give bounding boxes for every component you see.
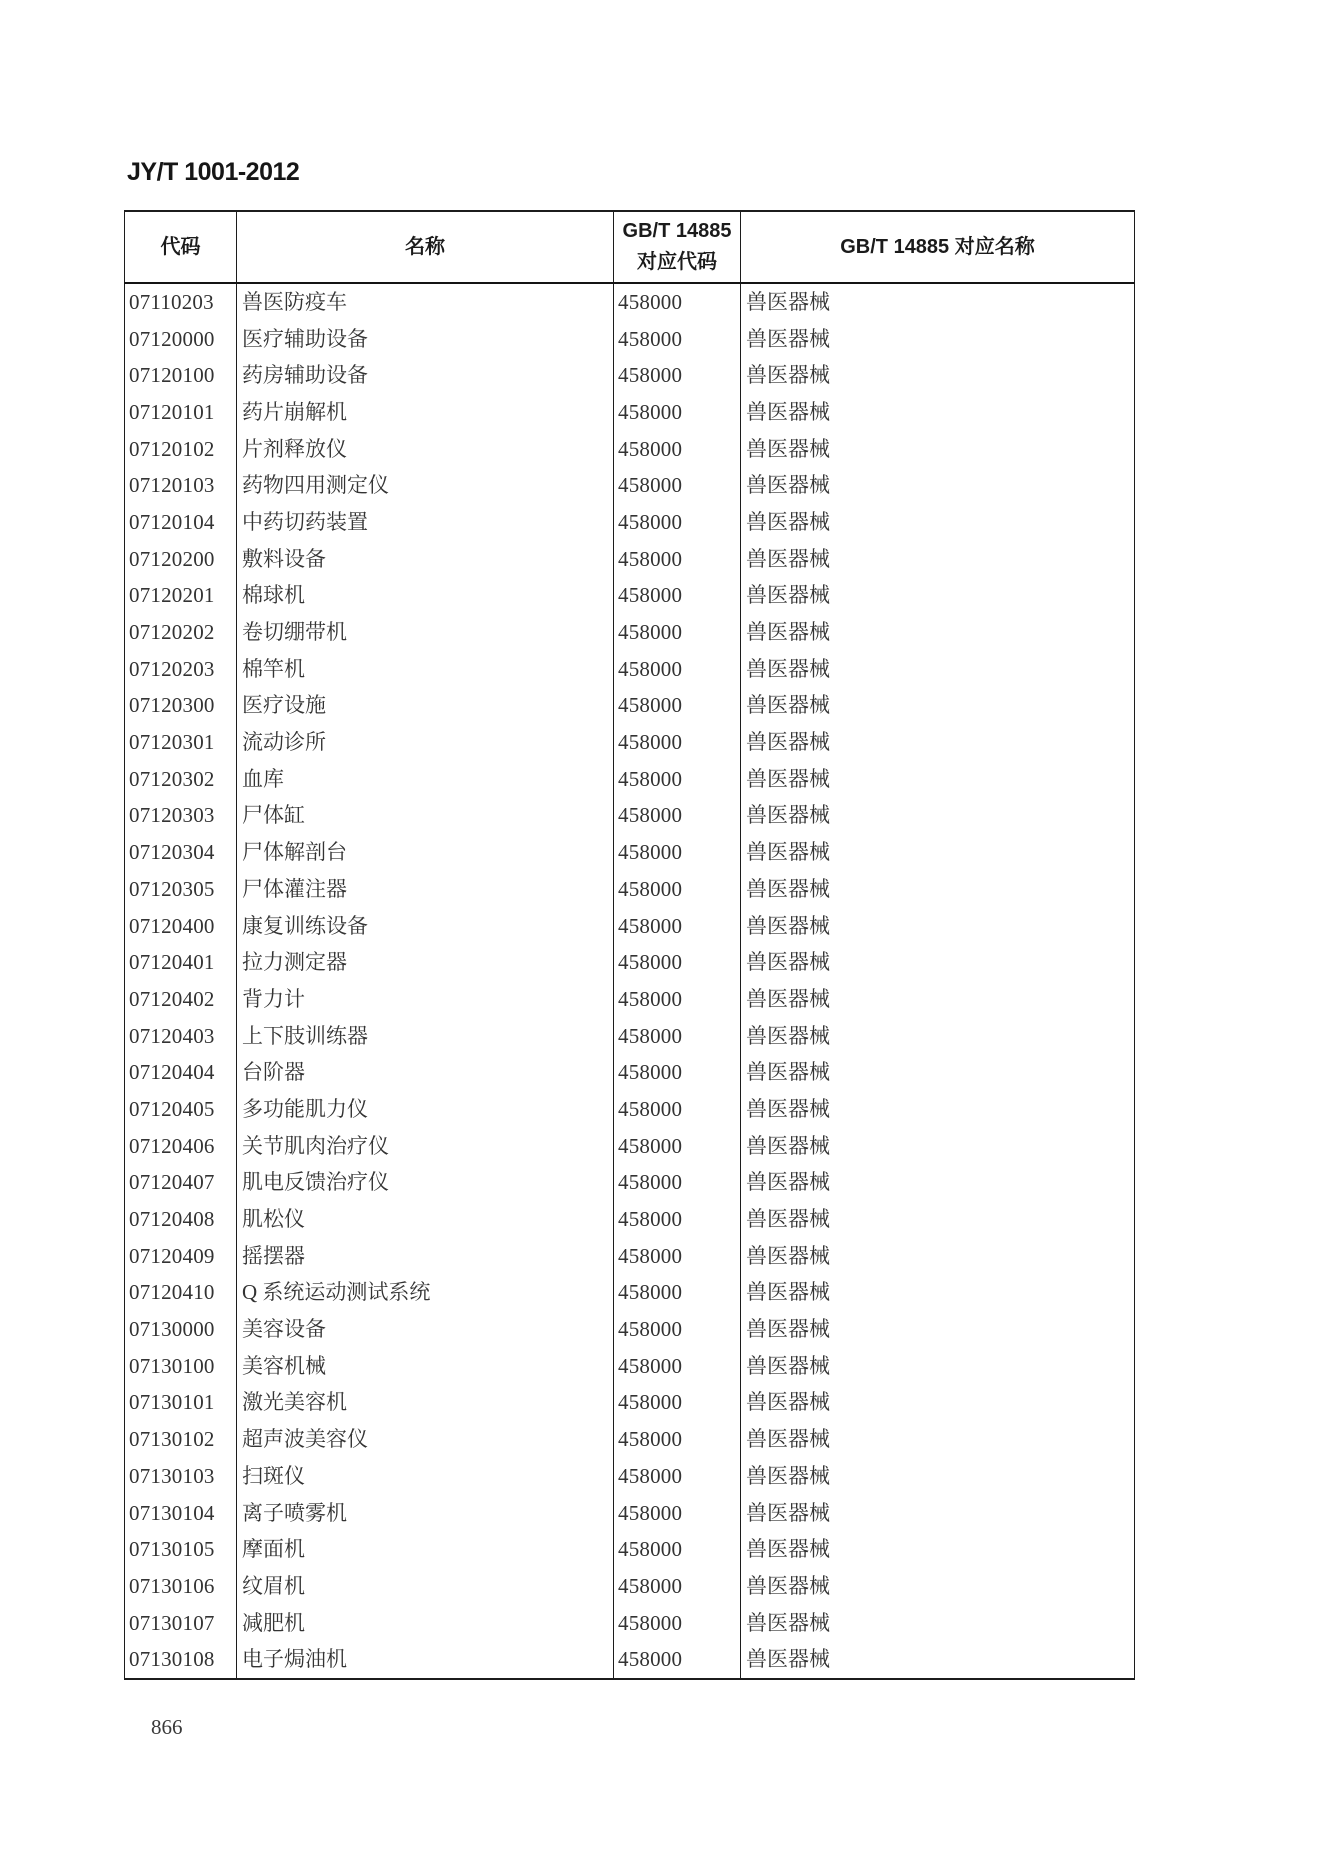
table-row — [125, 1311, 1135, 1348]
cell-gbt-name: 兽医器械 — [741, 651, 1135, 688]
table-row — [125, 724, 1135, 761]
cell-gbt-name: 兽医器械 — [741, 944, 1135, 981]
cell-code: 07130107 — [125, 1605, 237, 1642]
cell-name: 医疗设施 — [237, 688, 614, 725]
table-header-row — [125, 211, 1135, 283]
cell-gbt-name: 兽医器械 — [741, 1495, 1135, 1532]
cell-name: 离子喷雾机 — [237, 1495, 614, 1532]
cell-code: 07130101 — [125, 1385, 237, 1422]
cell-name: 尸体缸 — [237, 798, 614, 835]
cell-code: 07120302 — [125, 761, 237, 798]
table-header — [125, 211, 1135, 283]
page-number: 866 — [151, 1715, 183, 1739]
cell-name: 血库 — [237, 761, 614, 798]
table-row — [125, 1128, 1135, 1165]
cell-code: 07130100 — [125, 1348, 237, 1385]
cell-gbt-name: 兽医器械 — [741, 578, 1135, 615]
table-row — [125, 1421, 1135, 1458]
cell-name: 医疗辅助设备 — [237, 321, 614, 358]
cell-name: 背力计 — [237, 981, 614, 1018]
cell-name: 美容设备 — [237, 1311, 614, 1348]
cell-gbt-code: 458000 — [614, 1091, 741, 1128]
cell-gbt-code: 458000 — [614, 1311, 741, 1348]
table-row — [125, 1165, 1135, 1202]
cell-gbt-name: 兽医器械 — [741, 467, 1135, 504]
cell-name: 敷料设备 — [237, 541, 614, 578]
cell-name: 电子焗油机 — [237, 1641, 614, 1679]
cell-gbt-code: 458000 — [614, 504, 741, 541]
cell-gbt-name: 兽医器械 — [741, 761, 1135, 798]
cell-gbt-code: 458000 — [614, 541, 741, 578]
cell-gbt-name: 兽医器械 — [741, 798, 1135, 835]
cell-name: 多功能肌力仪 — [237, 1091, 614, 1128]
cell-code: 07130102 — [125, 1421, 237, 1458]
cell-gbt-code: 458000 — [614, 651, 741, 688]
cell-name: 片剂释放仪 — [237, 431, 614, 468]
table-row — [125, 1605, 1135, 1642]
table-row — [125, 431, 1135, 468]
cell-gbt-name: 兽医器械 — [741, 394, 1135, 431]
cell-name: 台阶器 — [237, 1054, 614, 1091]
cell-gbt-name: 兽医器械 — [741, 834, 1135, 871]
cell-name: 上下肢训练器 — [237, 1018, 614, 1055]
table-row — [125, 467, 1135, 504]
table-row — [125, 1348, 1135, 1385]
table-row — [125, 614, 1135, 651]
cell-gbt-code: 458000 — [614, 1531, 741, 1568]
cell-gbt-code: 458000 — [614, 871, 741, 908]
cell-code: 07120400 — [125, 908, 237, 945]
code-mapping-table — [124, 210, 1135, 1680]
table-row — [125, 1201, 1135, 1238]
table-body — [125, 283, 1135, 1679]
table-row — [125, 1238, 1135, 1275]
table-row — [125, 1275, 1135, 1312]
cell-gbt-code: 458000 — [614, 1458, 741, 1495]
cell-gbt-code: 458000 — [614, 1495, 741, 1532]
cell-code: 07130000 — [125, 1311, 237, 1348]
cell-name: 尸体解剖台 — [237, 834, 614, 871]
cell-name: 纹眉机 — [237, 1568, 614, 1605]
cell-gbt-code: 458000 — [614, 1275, 741, 1312]
cell-gbt-name: 兽医器械 — [741, 1605, 1135, 1642]
cell-gbt-code: 458000 — [614, 614, 741, 651]
cell-name: 兽医防疫车 — [237, 283, 614, 321]
cell-name: 卷切绷带机 — [237, 614, 614, 651]
cell-gbt-code: 458000 — [614, 1641, 741, 1679]
cell-code: 07120300 — [125, 688, 237, 725]
cell-gbt-name: 兽医器械 — [741, 1018, 1135, 1055]
header-code: 代码 — [125, 211, 237, 283]
standard-number-title: JY/T 1001-2012 — [127, 158, 300, 186]
cell-gbt-code: 458000 — [614, 908, 741, 945]
cell-name: 康复训练设备 — [237, 908, 614, 945]
cell-code: 07120303 — [125, 798, 237, 835]
cell-gbt-name: 兽医器械 — [741, 871, 1135, 908]
cell-code: 07120410 — [125, 1275, 237, 1312]
table-row — [125, 1091, 1135, 1128]
cell-gbt-name: 兽医器械 — [741, 1531, 1135, 1568]
cell-gbt-code: 458000 — [614, 1348, 741, 1385]
cell-gbt-code: 458000 — [614, 1054, 741, 1091]
cell-gbt-name: 兽医器械 — [741, 321, 1135, 358]
table-row — [125, 1018, 1135, 1055]
cell-gbt-code: 458000 — [614, 1128, 741, 1165]
cell-name: 肌松仪 — [237, 1201, 614, 1238]
table-row — [125, 1054, 1135, 1091]
cell-gbt-code: 458000 — [614, 944, 741, 981]
cell-gbt-code: 458000 — [614, 1385, 741, 1422]
cell-gbt-name: 兽医器械 — [741, 357, 1135, 394]
cell-code: 07120406 — [125, 1128, 237, 1165]
cell-gbt-name: 兽医器械 — [741, 724, 1135, 761]
cell-gbt-name: 兽医器械 — [741, 504, 1135, 541]
cell-gbt-code: 458000 — [614, 1421, 741, 1458]
cell-gbt-name: 兽医器械 — [741, 1458, 1135, 1495]
cell-code: 07120101 — [125, 394, 237, 431]
cell-gbt-name: 兽医器械 — [741, 614, 1135, 651]
cell-name: 摩面机 — [237, 1531, 614, 1568]
cell-gbt-name: 兽医器械 — [741, 1165, 1135, 1202]
cell-code: 07120402 — [125, 981, 237, 1018]
table-row — [125, 981, 1135, 1018]
table-row — [125, 283, 1135, 321]
cell-code: 07130103 — [125, 1458, 237, 1495]
cell-gbt-name: 兽医器械 — [741, 1128, 1135, 1165]
cell-gbt-name: 兽医器械 — [741, 688, 1135, 725]
header-gbt-code-line2: 对应代码 — [637, 251, 717, 273]
cell-name: 超声波美容仪 — [237, 1421, 614, 1458]
table-row — [125, 541, 1135, 578]
cell-code: 07120103 — [125, 467, 237, 504]
cell-name: 药物四用测定仪 — [237, 467, 614, 504]
table-row — [125, 504, 1135, 541]
cell-code: 07120104 — [125, 504, 237, 541]
cell-code: 07120301 — [125, 724, 237, 761]
cell-name: 尸体灌注器 — [237, 871, 614, 908]
table-row — [125, 1495, 1135, 1532]
cell-gbt-code: 458000 — [614, 688, 741, 725]
cell-gbt-code: 458000 — [614, 357, 741, 394]
table-row — [125, 1531, 1135, 1568]
cell-gbt-code: 458000 — [614, 321, 741, 358]
cell-code: 07110203 — [125, 283, 237, 321]
table-row — [125, 357, 1135, 394]
cell-code: 07120401 — [125, 944, 237, 981]
cell-code: 07130106 — [125, 1568, 237, 1605]
cell-code: 07120409 — [125, 1238, 237, 1275]
cell-code: 07120403 — [125, 1018, 237, 1055]
cell-gbt-name: 兽医器械 — [741, 1421, 1135, 1458]
cell-code: 07120203 — [125, 651, 237, 688]
cell-name: 肌电反馈治疗仪 — [237, 1165, 614, 1202]
table-row — [125, 908, 1135, 945]
cell-gbt-code: 458000 — [614, 578, 741, 615]
cell-gbt-name: 兽医器械 — [741, 541, 1135, 578]
cell-gbt-name: 兽医器械 — [741, 1311, 1135, 1348]
cell-gbt-name: 兽医器械 — [741, 1091, 1135, 1128]
table-row — [125, 1385, 1135, 1422]
table-row — [125, 1458, 1135, 1495]
table-row — [125, 1568, 1135, 1605]
cell-code: 07120000 — [125, 321, 237, 358]
header-gbt-code — [614, 211, 741, 283]
cell-name: 减肥机 — [237, 1605, 614, 1642]
cell-name: 拉力测定器 — [237, 944, 614, 981]
cell-gbt-code: 458000 — [614, 283, 741, 321]
cell-name: 棉竿机 — [237, 651, 614, 688]
cell-gbt-name: 兽医器械 — [741, 1238, 1135, 1275]
cell-code: 07120202 — [125, 614, 237, 651]
cell-code: 07130104 — [125, 1495, 237, 1532]
header-name: 名称 — [237, 211, 614, 283]
cell-gbt-name: 兽医器械 — [741, 1568, 1135, 1605]
cell-code: 07120100 — [125, 357, 237, 394]
cell-code: 07120305 — [125, 871, 237, 908]
cell-code: 07120200 — [125, 541, 237, 578]
cell-name: Q 系统运动测试系统 — [237, 1275, 614, 1312]
cell-name: 激光美容机 — [237, 1385, 614, 1422]
cell-gbt-code: 458000 — [614, 1605, 741, 1642]
cell-name: 摇摆器 — [237, 1238, 614, 1275]
cell-code: 07130108 — [125, 1641, 237, 1679]
table-row — [125, 578, 1135, 615]
cell-name: 药片崩解机 — [237, 394, 614, 431]
table-row — [125, 651, 1135, 688]
cell-gbt-code: 458000 — [614, 467, 741, 504]
cell-code: 07120405 — [125, 1091, 237, 1128]
cell-gbt-name: 兽医器械 — [741, 1348, 1135, 1385]
cell-gbt-code: 458000 — [614, 761, 741, 798]
cell-name: 中药切药装置 — [237, 504, 614, 541]
table-row — [125, 761, 1135, 798]
cell-gbt-name: 兽医器械 — [741, 908, 1135, 945]
cell-gbt-name: 兽医器械 — [741, 1385, 1135, 1422]
table-row — [125, 834, 1135, 871]
cell-gbt-name: 兽医器械 — [741, 1275, 1135, 1312]
cell-gbt-code: 458000 — [614, 724, 741, 761]
cell-code: 07120408 — [125, 1201, 237, 1238]
header-gbt-code-line1: GB/T 14885 — [622, 220, 732, 242]
cell-gbt-name: 兽医器械 — [741, 1201, 1135, 1238]
cell-name: 关节肌肉治疗仪 — [237, 1128, 614, 1165]
table-row — [125, 394, 1135, 431]
cell-name: 流动诊所 — [237, 724, 614, 761]
cell-code: 07120304 — [125, 834, 237, 871]
cell-name: 药房辅助设备 — [237, 357, 614, 394]
cell-name: 美容机械 — [237, 1348, 614, 1385]
table-row — [125, 1641, 1135, 1679]
cell-gbt-name: 兽医器械 — [741, 1641, 1135, 1679]
cell-gbt-code: 458000 — [614, 1568, 741, 1605]
cell-gbt-code: 458000 — [614, 1165, 741, 1202]
cell-code: 07120201 — [125, 578, 237, 615]
cell-name: 扫斑仪 — [237, 1458, 614, 1495]
cell-code: 07130105 — [125, 1531, 237, 1568]
cell-gbt-code: 458000 — [614, 394, 741, 431]
cell-gbt-code: 458000 — [614, 834, 741, 871]
table-row — [125, 321, 1135, 358]
cell-name: 棉球机 — [237, 578, 614, 615]
cell-gbt-name: 兽医器械 — [741, 283, 1135, 321]
cell-gbt-code: 458000 — [614, 1018, 741, 1055]
cell-gbt-code: 458000 — [614, 1201, 741, 1238]
cell-gbt-code: 458000 — [614, 431, 741, 468]
header-gbt-name: GB/T 14885 对应名称 — [741, 211, 1135, 283]
cell-code: 07120102 — [125, 431, 237, 468]
table-row — [125, 798, 1135, 835]
cell-code: 07120404 — [125, 1054, 237, 1091]
cell-gbt-name: 兽医器械 — [741, 1054, 1135, 1091]
cell-gbt-name: 兽医器械 — [741, 981, 1135, 1018]
table-row — [125, 688, 1135, 725]
cell-gbt-code: 458000 — [614, 981, 741, 1018]
cell-gbt-code: 458000 — [614, 798, 741, 835]
cell-gbt-name: 兽医器械 — [741, 431, 1135, 468]
cell-code: 07120407 — [125, 1165, 237, 1202]
table-row — [125, 871, 1135, 908]
table-row — [125, 944, 1135, 981]
cell-gbt-code: 458000 — [614, 1238, 741, 1275]
